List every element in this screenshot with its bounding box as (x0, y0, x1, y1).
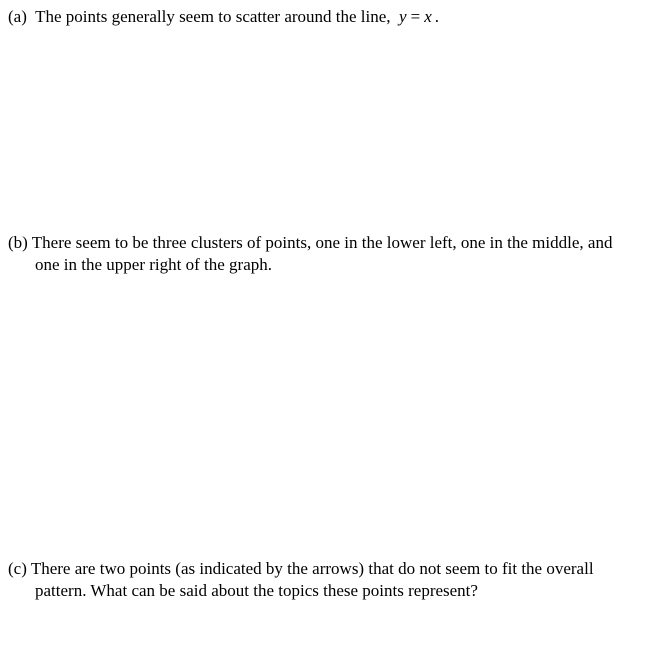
item-a (8, 6, 648, 28)
item-b-label: (b) (8, 233, 28, 252)
item-a-equation (399, 7, 432, 26)
equation-operator: = (410, 7, 421, 26)
item-c (8, 558, 648, 602)
item-c-line1: There are two points (as indicated by the arrows) that do not seem to fit the overall (30, 559, 594, 578)
item-b-line1: There seem to be three clusters of points, one in the lower left, one in the middle, and (31, 233, 613, 252)
equation-rhs: x (424, 7, 432, 26)
item-b-line2: one in the upper right of the graph. (35, 255, 272, 274)
item-b (8, 232, 648, 276)
item-a-label: (a) (8, 7, 27, 26)
item-a-text: The points generally seem to scatter around the line, (35, 7, 391, 26)
equation-lhs: y (399, 7, 407, 26)
item-c-label: (c) (8, 559, 27, 578)
equation-period: . (434, 7, 439, 26)
item-c-line2: pattern. What can be said about the topics these points represent? (35, 581, 478, 600)
